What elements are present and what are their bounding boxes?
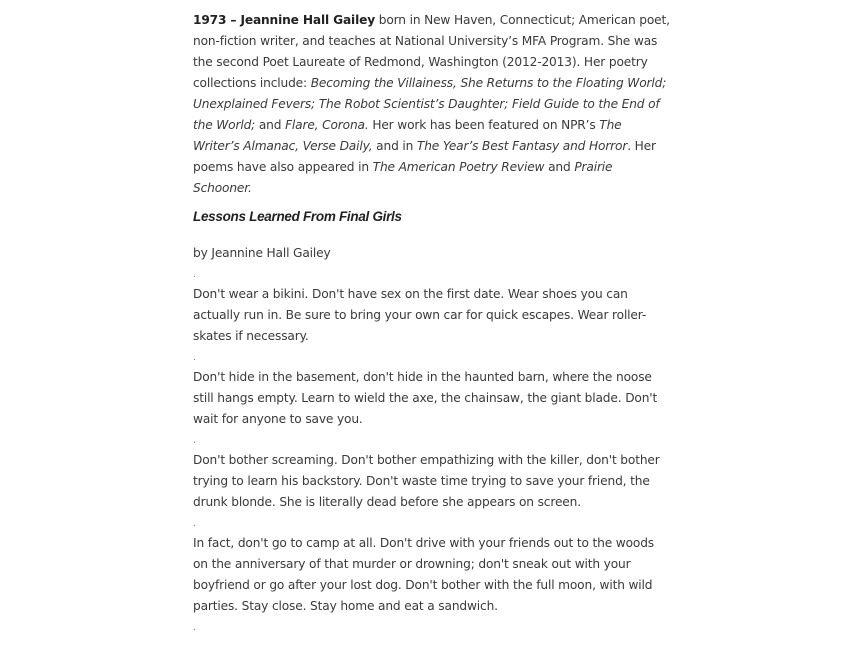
stanza-separator: . xyxy=(193,436,196,446)
poem-byline: by Jeannine Hall Gailey xyxy=(193,246,331,260)
stanza-line: trying to learn his backstory. Don't waste time trying to save your friend, the xyxy=(193,474,650,488)
stanza-separator: . xyxy=(193,353,196,363)
stanza-line: still hangs empty. Learn to wield the axe, the chainsaw, the giant blade. Don't xyxy=(193,391,658,405)
stanza xyxy=(193,367,673,430)
stanza xyxy=(193,284,673,347)
bio-line xyxy=(193,73,673,94)
poem-title: Lessons Learned From Final Girls xyxy=(193,209,402,224)
stanza-line: skates if necessary. xyxy=(193,329,309,343)
stanza-line: In fact, don't go to camp at all. Don't drive with your friends out to the woods xyxy=(193,536,654,550)
bio-text: Her work has been featured on NPR’s xyxy=(368,118,600,132)
italic-title-text: Unexplained Fevers; The Robot Scientist’s Daughter; Field Guide to the End of xyxy=(193,97,660,111)
stanza-line: parties. Stay close. Stay home and eat a sandwich. xyxy=(193,599,498,613)
bio-line xyxy=(193,31,673,52)
bio-line xyxy=(193,136,673,157)
italic-title-text: The xyxy=(599,118,622,132)
stanza-line: drunk blonde. She is literally dead before she appears on screen. xyxy=(193,495,581,509)
italic-title-text: The Year’s Best Fantasy and Horror xyxy=(416,139,628,153)
stanza-line: boyfriend or go after your lost dog. Don't bother with the full moon, with wild xyxy=(193,578,653,592)
bio-text: the second Poet Laureate of Redmond, Washington (2012-2013). Her poetry xyxy=(193,55,648,69)
bold-author-text: 1973 – Jeannine Hall Gailey xyxy=(193,13,376,27)
bio-line xyxy=(193,178,673,199)
stanza-line: Don't hide in the basement, don't hide in the haunted barn, where the noose xyxy=(193,370,652,384)
italic-title-text: the World; xyxy=(193,118,256,132)
stanza-line: on the anniversary of that murder or drowning; don't sneak out with your xyxy=(193,557,631,571)
author-bio xyxy=(193,10,673,199)
bio-line xyxy=(193,115,673,136)
stanza-line: actually run in. Be sure to bring your own car for quick escapes. Wear roller- xyxy=(193,308,647,322)
stanza-separator: . xyxy=(193,270,196,280)
stanza-separator: . xyxy=(193,519,196,529)
italic-title-text: The American Poetry Review xyxy=(372,160,545,174)
stanza-line: wait for anyone to save you. xyxy=(193,412,363,426)
stanza-separator: . xyxy=(193,623,196,633)
bio-line xyxy=(193,10,673,31)
bio-text: poems have also appeared in xyxy=(193,160,373,174)
bio-text: non-fiction writer, and teaches at National University’s MFA Program. She was xyxy=(193,34,658,48)
bio-text: and in xyxy=(372,139,417,153)
stanza-line: Don't bother screaming. Don't bother empathizing with the killer, don't bother xyxy=(193,453,660,467)
italic-title-text: Flare, Corona. xyxy=(285,118,369,132)
italic-title-text: Writer’s Almanac, Verse Daily, xyxy=(193,139,373,153)
bio-text: born in New Haven, Connecticut; American poet, xyxy=(375,13,670,27)
italic-title-text: Prairie xyxy=(574,160,613,174)
bio-line xyxy=(193,94,673,115)
bio-line xyxy=(193,52,673,73)
bio-text: . Her xyxy=(627,139,656,153)
stanza xyxy=(193,533,673,617)
bio-text: collections include: xyxy=(193,76,311,90)
stanza-line: Don't wear a bikini. Don't have sex on the first date. Wear shoes you can xyxy=(193,287,628,301)
bio-line xyxy=(193,157,673,178)
bio-text: and xyxy=(255,118,286,132)
italic-title-text: Becoming the Villainess, She Returns to the Floating World; xyxy=(310,76,667,90)
italic-title-text: Schooner. xyxy=(193,181,252,195)
stanza xyxy=(193,450,673,513)
bio-text: and xyxy=(544,160,575,174)
